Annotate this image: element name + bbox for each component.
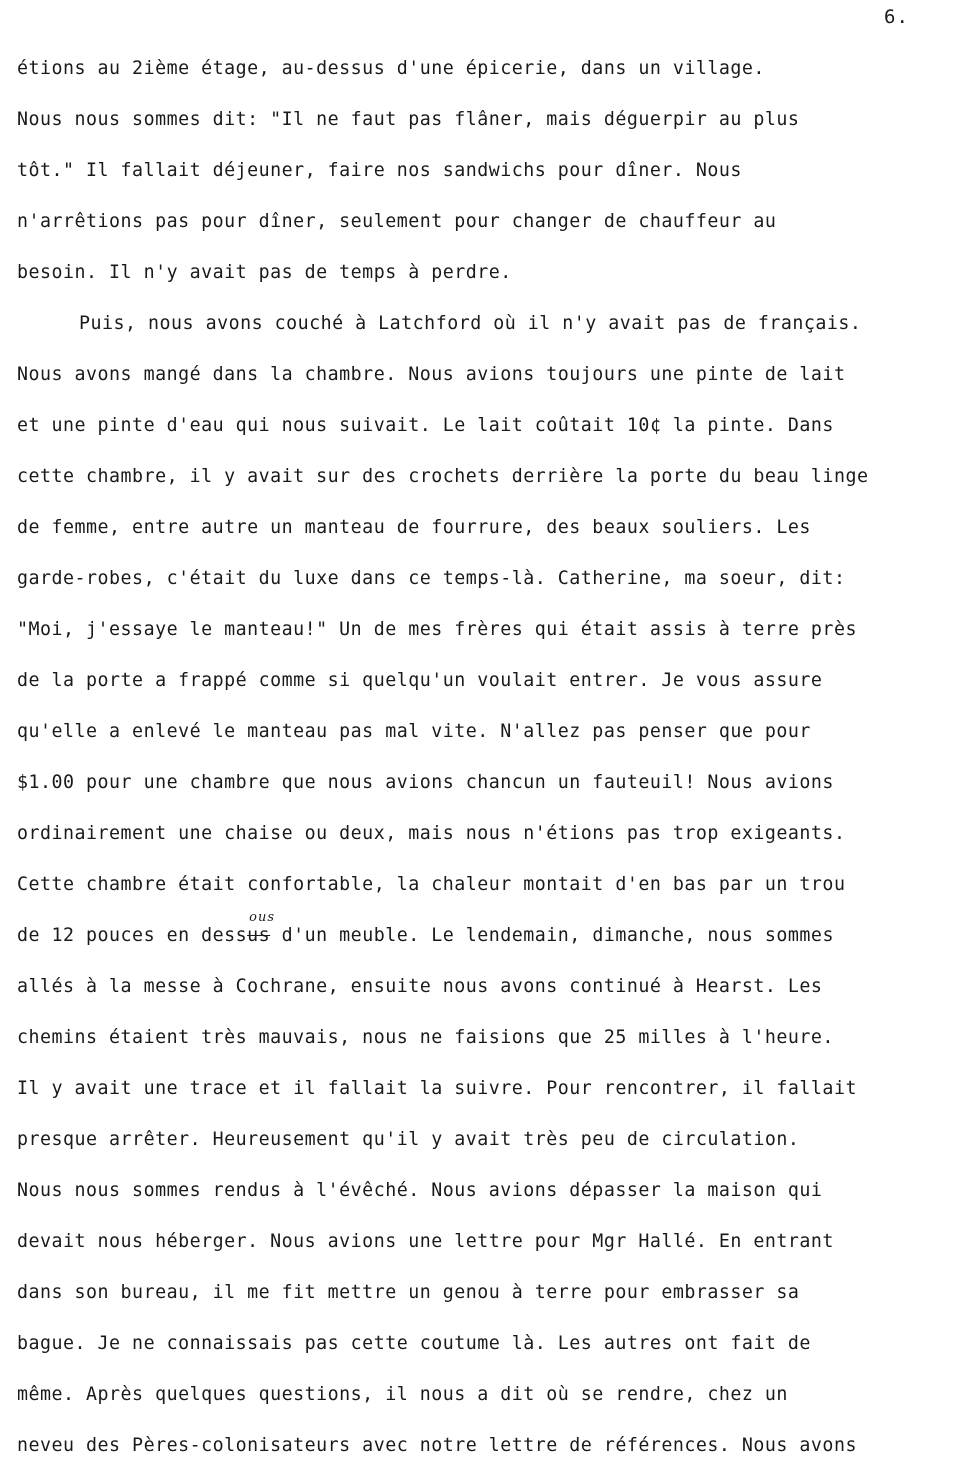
corrected-text-line bbox=[17, 910, 952, 970]
text-line: dans son bureau, il me fit mettre un genou à terre pour embrasser sa bbox=[17, 1282, 800, 1303]
line-segment: d'un meuble. Le lendemain, dimanche, nous sommes bbox=[270, 925, 834, 946]
line-segment: de 12 pouces en dess bbox=[17, 925, 248, 946]
text-line: presque arrêter. Heureusement qu'il y avait très peu de circulation. bbox=[17, 1129, 800, 1150]
text-line: et une pinte d'eau qui nous suivait. Le lait coûtait 10¢ la pinte. Dans bbox=[17, 415, 834, 436]
text-line: allés à la messe à Cochrane, ensuite nous avons continué à Hearst. Les bbox=[17, 976, 823, 997]
text-line: tôt." Il fallait déjeuner, faire nos sandwichs pour dîner. Nous bbox=[17, 160, 742, 181]
correction-annotation: ous bbox=[249, 910, 275, 925]
handwritten-correction bbox=[247, 910, 275, 953]
body-text bbox=[17, 52, 952, 1461]
text-line: de la porte a frappé comme si quelqu'un voulait entrer. Je vous assure bbox=[17, 670, 823, 691]
text-line: même. Après quelques questions, il nous a dit où se rendre, chez un bbox=[17, 1384, 788, 1405]
text-line: garde-robes, c'était du luxe dans ce temps-là. Catherine, ma soeur, dit: bbox=[17, 568, 846, 589]
text-line: Il y avait une trace et il fallait la suivre. Pour rencontrer, il fallait bbox=[17, 1078, 857, 1099]
page-number: 6. bbox=[884, 6, 909, 28]
text-line: bague. Je ne connaissais pas cette coutume là. Les autres ont fait de bbox=[17, 1333, 811, 1354]
text-line: cette chambre, il y avait sur des crochets derrière la porte du beau linge bbox=[17, 466, 869, 487]
text-line: $1.00 pour une chambre que nous avions chancun un fauteuil! Nous avions bbox=[17, 772, 834, 793]
text-line: Cette chambre était confortable, la chaleur montait d'en bas par un trou bbox=[17, 874, 846, 895]
text-line: de femme, entre autre un manteau de fourrure, des beaux souliers. Les bbox=[17, 517, 811, 538]
text-line: ordinairement une chaise ou deux, mais nous n'étions pas trop exigeants. bbox=[17, 823, 846, 844]
struck-text: us bbox=[247, 925, 271, 946]
text-line: étions au 2ième étage, au-dessus d'une épicerie, dans un village. bbox=[17, 58, 765, 79]
text-line: qu'elle a enlevé le manteau pas mal vite. N'allez pas penser que pour bbox=[17, 721, 811, 742]
text-line: neveu des Pères-colonisateurs avec notre lettre de références. Nous avons bbox=[17, 1435, 857, 1456]
text-line: "Moi, j'essaye le manteau!" Un de mes frères qui était assis à terre près bbox=[17, 619, 857, 640]
text-line: devait nous héberger. Nous avions une lettre pour Mgr Hallé. En entrant bbox=[17, 1231, 834, 1252]
text-line: Nous nous sommes rendus à l'évêché. Nous avions dépasser la maison qui bbox=[17, 1180, 823, 1201]
paragraph-start-line: Puis, nous avons couché à Latchford où il n'y avait pas de français. bbox=[79, 313, 862, 334]
text-line: besoin. Il n'y avait pas de temps à perdre. bbox=[17, 262, 512, 283]
text-line: Nous nous sommes dit: "Il ne faut pas flâner, mais déguerpir au plus bbox=[17, 109, 800, 130]
text-line: Nous avons mangé dans la chambre. Nous avions toujours une pinte de lait bbox=[17, 364, 846, 385]
text-line: chemins étaient très mauvais, nous ne faisions que 25 milles à l'heure. bbox=[17, 1027, 834, 1048]
text-line: n'arrêtions pas pour dîner, seulement pour changer de chauffeur au bbox=[17, 211, 777, 232]
